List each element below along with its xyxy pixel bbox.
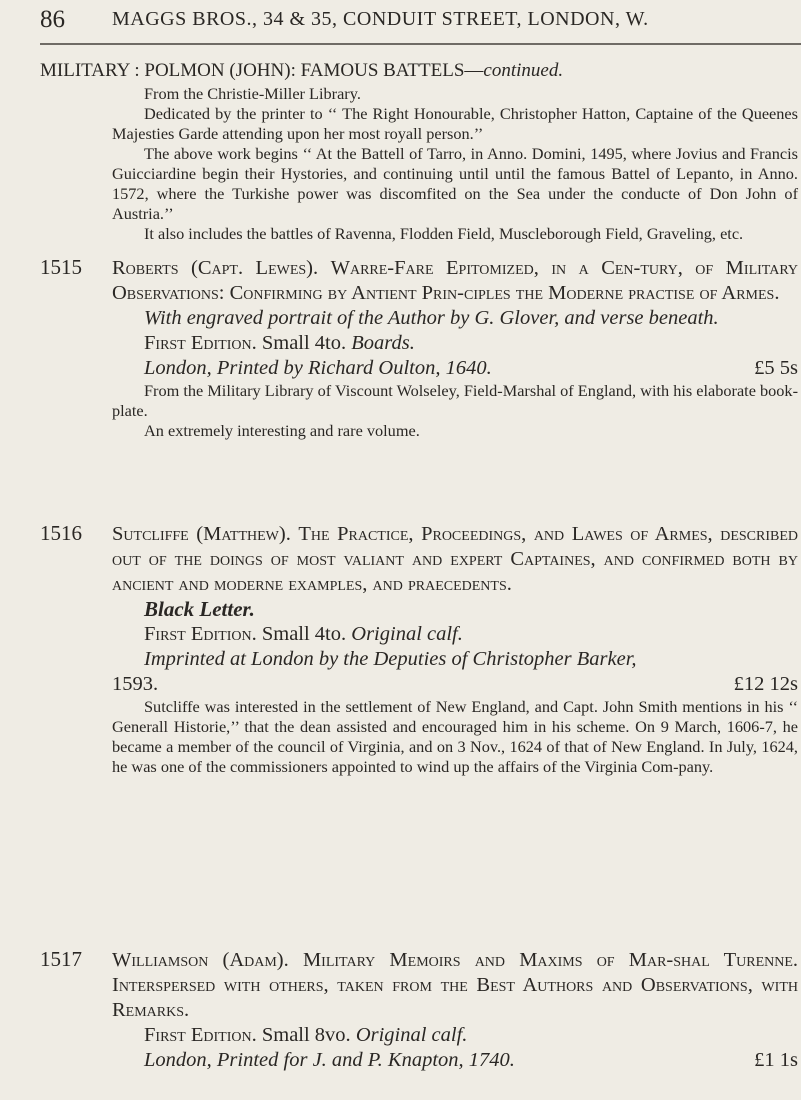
black-letter-label: Black Letter. (144, 597, 255, 621)
imprint-year: 1593. (112, 673, 159, 695)
lot-author: Sutcliffe (Matthew). (112, 523, 291, 545)
polmon-entry (112, 84, 798, 244)
polmon-provenance: From the Christie-Miller Library. (144, 84, 361, 103)
imprint: London, Printed by Richard Oulton, 1640. (144, 357, 492, 379)
lot-author: Roberts (Capt. Lewes). (112, 257, 319, 279)
format: Small 4to. (261, 332, 347, 354)
lot-number: 1517 (40, 947, 82, 971)
continued-label: continued. (483, 60, 564, 81)
lot-title: The Practice, Proceedings, and Lawes of Armes, described out of the doings of most valiant and expert Captaines, and confirmed both by ancient and moderne examples, and praecedents. (112, 523, 799, 595)
price: £12 12s (733, 673, 798, 695)
lot-provenance: From the Military Library of Viscount Wolseley, Field-Marshal of England, with his elaborate book-plate. (112, 381, 798, 420)
lot-number: 1515 (40, 255, 82, 279)
lot-note: Sutcliffe was interested in the settlement of New England, and Capt. John Smith mentions in his ‘‘ Generall Historie,’’ that the dean assisted and encouraged him in his scheme. On 9 March, 1606-7, he became a member of the council of Virginia, and on 3 Nov., 1624 of that of New England. In July, 1624, he was one of the commissioners appointed to wind up the affairs of the Virginia Com-pany. (112, 697, 798, 776)
section-title: MILITARY : POLMON (JOHN): FAMOUS BATTELS— (40, 60, 484, 81)
format: Small 4to. (261, 623, 347, 645)
section-heading (40, 60, 795, 82)
header-rule (40, 43, 801, 45)
binding: Original calf. (355, 1024, 468, 1046)
lot-number: 1516 (40, 521, 82, 545)
page-number: 86 (40, 6, 65, 33)
imprint: London, Printed for J. and P. Knapton, 1740. (144, 1049, 515, 1071)
lot-entry-1515 (112, 256, 798, 441)
page-header (0, 0, 801, 42)
edition-label: First Edition. (144, 1024, 257, 1046)
imprint: Imprinted at London by the Deputies of Christopher Barker, (144, 648, 637, 670)
lot-author: Williamson (Adam). (112, 949, 289, 971)
running-head: MAGGS BROS., 34 & 35, CONDUIT STREET, LONDON, W. (112, 8, 649, 30)
binding: Boards. (351, 332, 415, 354)
lot-note: With engraved portrait of the Author by G. Glover, and verse beneath. (144, 307, 719, 329)
polmon-battles: It also includes the battles of Ravenna, Flodden Field, Muscleborough Field, Graveling, etc. (144, 224, 744, 243)
price: £1 1s (754, 1049, 798, 1071)
edition-label: First Edition. (144, 623, 257, 645)
lot-entry-1517 (112, 948, 798, 1073)
polmon-dedication: Dedicated by the printer to ‘‘ The Right Honourable, Christopher Hatton, Captaine of the Queenes Majesties Garde attending upon her most royall person.’’ (112, 104, 798, 143)
lot-title: Warre-Fare Epitomized, in a Cen-tury, of Military Observations: Confirming by Antient Prin-ciples the Moderne practise of Armes. (112, 257, 798, 304)
lot-remark: An extremely interesting and rare volume. (144, 421, 420, 440)
lot-entry-1516 (112, 522, 798, 777)
format: Small 8vo. (261, 1024, 351, 1046)
binding: Original calf. (351, 623, 463, 645)
price: £5 5s (754, 357, 798, 379)
lot-title: Military Memoirs and Maxims of Mar-shal Turenne. Interspersed with others, taken from the Best Authors and Observations, with Remarks. (112, 949, 799, 1021)
polmon-description: The above work begins ‘‘ At the Battell of Tarro, in Anno. Domini, 1495, where Jovius and Francis Guicciardine begin their Hystories, and continuing until until the famous Battel of Lepanto, in Anno. 1572, where the Turkishe power was discomfited on the Sea under the conducte of Don John of Austria.’’ (112, 144, 798, 223)
edition-label: First Edition. (144, 332, 257, 354)
